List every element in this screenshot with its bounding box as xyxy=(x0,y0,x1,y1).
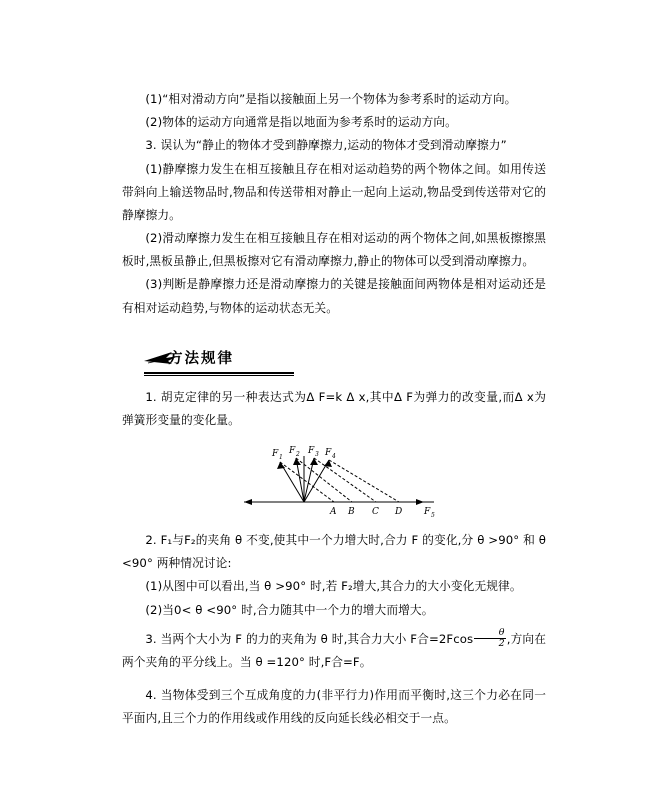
paragraph-1: (1)“相对滑动方向”是指以接触面上另一个物体为参考系时的运动方向。 xyxy=(145,92,517,106)
rule-2: 2. F₁与F₂的夹角 θ 不变,使其中一个力增大时,合力 F 的变化,分 θ >90° 和 θ <90° 两种情况讨论: xyxy=(122,533,546,571)
label-F1: F xyxy=(272,449,279,460)
fraction-numerator: θ xyxy=(498,626,505,638)
svg-text:1: 1 xyxy=(279,454,283,462)
paragraph-6: (3)判断是静摩擦力还是滑动摩擦力的关键是接触面间两物体是相对运动还是有相对运动趋势,与物体的运动状态无关。 xyxy=(122,277,546,315)
force-vector-diagram xyxy=(184,444,484,519)
paragraph-3: 3. 误认为“静止的物体才受到静摩擦力,运动的物体才受到滑动摩擦力” xyxy=(145,138,507,153)
label-A: A xyxy=(330,507,337,518)
section-underline xyxy=(144,372,294,374)
rule-2-2: (2)当0< θ <90° 时,合力随其中一个力的增大而增大。 xyxy=(145,602,434,617)
figure-force-vectors xyxy=(122,444,546,523)
svg-text:2: 2 xyxy=(296,451,300,459)
rule-3-part1: 3. 当两个大小为 F 的力的夹角为 θ 时,其合力大小 F合=2Fcos xyxy=(145,631,474,646)
svg-text:3: 3 xyxy=(315,451,319,459)
rule-3-part2: ,方向在两个夹角的平分线上。当 θ =120° 时,F合=F。 xyxy=(122,631,546,669)
svg-text:5: 5 xyxy=(431,512,435,520)
label-B: B xyxy=(348,507,355,518)
paragraph-2: (2)物体的运动方向通常是指以地面为参考系时的运动方向。 xyxy=(145,115,457,130)
svg-text:4: 4 xyxy=(332,453,336,461)
paragraph-4: (1)静摩擦力发生在相互接触且存在相对运动趋势的两个物体之间。如用传送带斜向上输送物品时,物品和传送带相对静止一起向上运动,物品受到传送带对它的静摩擦力。 xyxy=(122,161,546,222)
paragraph-5: (2)滑动摩擦力发生在相互接触且存在相对运动的两个物体之间,如黑板擦擦黑板时,黑板虽静止,但黑板擦对它有滑动摩擦力,静止的物体可以受到滑动摩擦力。 xyxy=(122,231,546,269)
rule-2-1: (1)从图中可以看出,当 θ >90° 时,若 F₂增大,其合力的大小变化无规律。 xyxy=(145,579,522,594)
label-F2: F xyxy=(289,446,296,457)
section-title: 方法规律 xyxy=(168,350,234,367)
label-F4: F xyxy=(325,448,332,459)
rule-3 xyxy=(122,628,546,674)
rule-1: 1. 胡克定律的另一种表达式为Δ F=k Δ x,其中Δ F为弹力的改变量,而Δ x为弹簧形变量的变化量。 xyxy=(122,389,546,427)
fraction-denominator: 2 xyxy=(474,638,506,649)
label-F5: F xyxy=(424,507,431,518)
fraction-theta-over-2 xyxy=(474,628,506,649)
label-D: D xyxy=(395,507,403,518)
rule-4: 4. 当物体受到三个互成角度的力(非平行力)作用而平衡时,这三个力必在同一平面内,且三个力的作用线或作用线的反向延长线必相交于一点。 xyxy=(122,688,546,726)
section-header xyxy=(122,346,546,372)
label-C: C xyxy=(372,507,379,518)
label-F3: F xyxy=(308,446,315,457)
